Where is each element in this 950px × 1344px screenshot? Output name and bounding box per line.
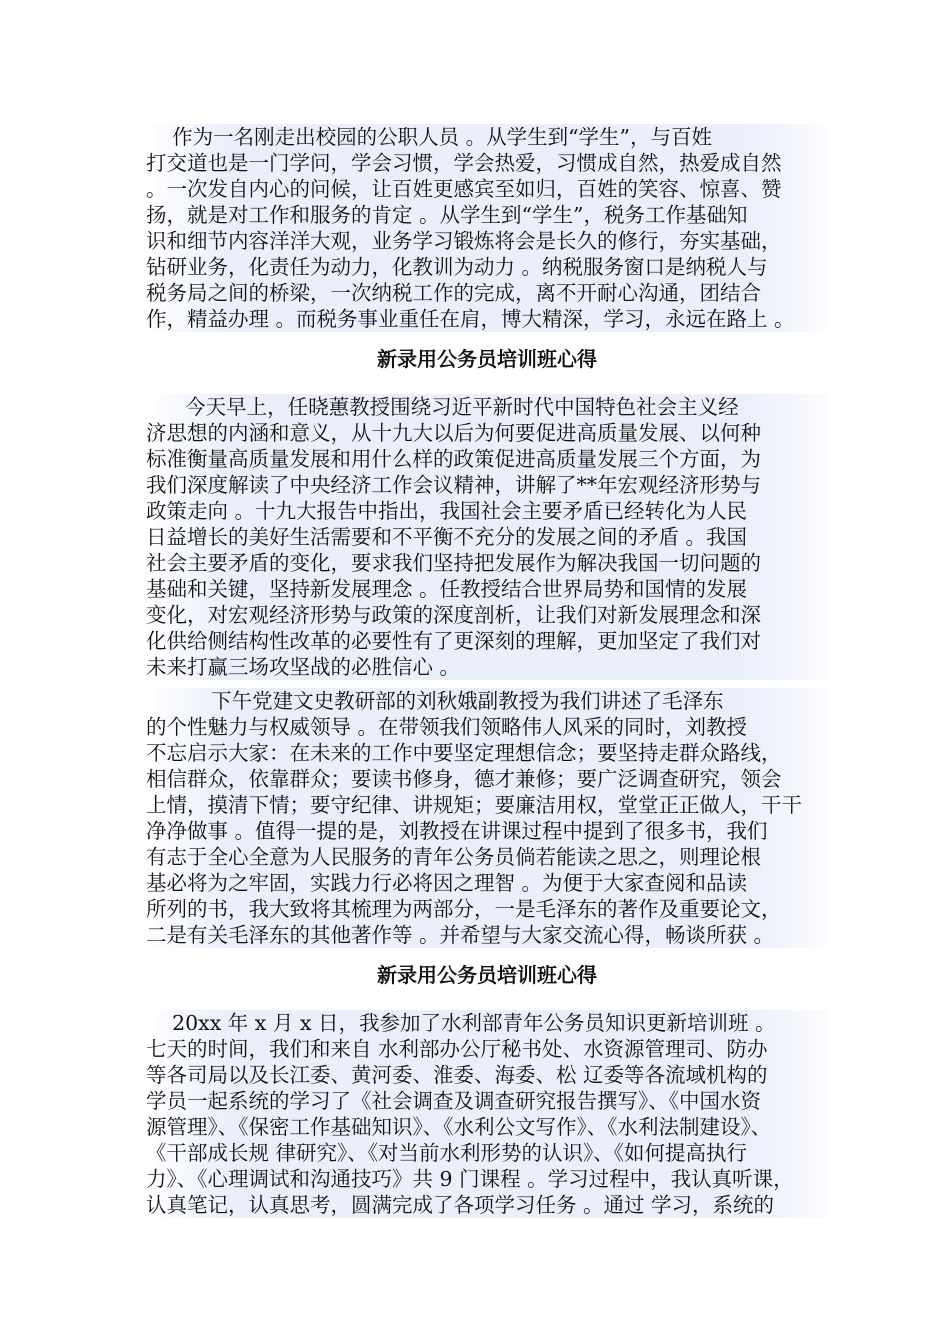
- text-line: 钻研业务，化责任为动力，化教训为动力 。纳税服务窗口是纳税人与: [146, 254, 828, 280]
- text-line: 变化，对宏观经济形势与政策的深度剖析，让我们对新发展理念和深: [146, 602, 828, 628]
- text-line: 日益增长的美好生活需要和不平衡不充分的发展之间的矛盾 。我国: [146, 524, 828, 550]
- text-line: 力》、《心理调试和沟通技巧》共 9 门课程 。学习过程中，我认真听课，: [146, 1166, 828, 1192]
- text-line: 20xx 年 x 月 x 日，我参加了水利部青年公务员知识更新培训班 。: [146, 1010, 828, 1036]
- text-line: 所列的书，我大致将其梳理为两部分，一是毛泽东的著作及重要论文，: [146, 896, 828, 922]
- section-heading: 新录用公务员培训班心得: [377, 963, 597, 987]
- text-line: 政策走向 。十九大报告中指出，我国社会主要矛盾已经转化为人民: [146, 498, 828, 524]
- text-line: 作，精益办理 。而税务事业重任在肩，博大精深，学习，永远在路上 。: [146, 306, 828, 332]
- text-line: 学员一起系统的学习了《社会调查及调查研究报告撰写》、《中国水资: [146, 1088, 828, 1114]
- text-line: 未来打赢三场攻坚战的必胜信心 。: [146, 654, 828, 680]
- text-line: 扬，就是对工作和服务的肯定 。从学生到“学生”，税务工作基础知: [146, 202, 828, 228]
- text-line: 基必将为之牢固，实践力行必将因之理智 。为便于大家查阅和品读: [146, 870, 828, 896]
- text-line: 不忘启示大家：在未来的工作中要坚定理想信念；要坚持走群众路线，: [146, 740, 828, 766]
- text-line: 下午党建文史教研部的刘秋娥副教授为我们讲述了毛泽东: [146, 688, 828, 714]
- text-line: 济思想的内涵和意义，从十九大以后为何要促进高质量发展、以何种: [146, 420, 828, 446]
- text-line: 等各司局以及长江委、黄河委、淮委、海委、松 辽委等各流域机构的: [146, 1062, 828, 1088]
- text-line: 税务局之间的桥梁，一次纳税工作的完成，离不开耐心沟通，团结合: [146, 280, 828, 306]
- text-line: 认真笔记，认真思考，圆满完成了各项学习任务 。通过 学习，系统的: [146, 1192, 828, 1218]
- text-line: 标准衡量高质量发展和用什么样的政策促进高质量发展三个方面，为: [146, 446, 828, 472]
- paragraph-intro: [146, 124, 828, 332]
- text-line: 上情，摸清下情；要守纪律、讲规矩；要廉洁用权，堂堂正正做人，干干: [146, 792, 828, 818]
- text-line: 二是有关毛泽东的其他著作等 。并希望与大家交流心得，畅谈所获 。: [146, 922, 828, 948]
- paragraph-morning-lecture: [146, 394, 828, 680]
- text-line: 识和细节内容洋洋大观，业务学习锻炼将会是长久的修行，夯实基础，: [146, 228, 828, 254]
- text-line: 打交道也是一门学问，学会习惯，学会热爱，习惯成自然，热爱成自然: [146, 150, 828, 176]
- text-line: 的个性魅力与权威领导 。在带领我们领略伟人风采的同时，刘教授: [146, 714, 828, 740]
- text-line: 七天的时间，我们和来自 水利部办公厅秘书处、水资源管理司、防办: [146, 1036, 828, 1062]
- text-line: 我们深度解读了中央经济工作会议精神，讲解了**年宏观经济形势与: [146, 472, 828, 498]
- section-heading: 新录用公务员培训班心得: [377, 347, 597, 371]
- text-line: 。一次发自内心的问候，让百姓更感宾至如归，百姓的笑容、惊喜、赞: [146, 176, 828, 202]
- text-line: 源管理》、《保密工作基础知识》、《水利公文写作》、《水利法制建设》、: [146, 1114, 828, 1140]
- text-line: 今天早上，任晓蕙教授围绕习近平新时代中国特色社会主义经: [146, 394, 828, 420]
- text-line: 《干部成长规 律研究》、《对当前水利形势的认识》、《如何提高执行: [146, 1140, 828, 1166]
- text-line: 净净做事 。值得一提的是，刘教授在讲课过程中提到了很多书，我们: [146, 818, 828, 844]
- text-line: 基础和关键，坚持新发展理念 。任教授结合世界局势和国情的发展: [146, 576, 828, 602]
- text-line: 化供给侧结构性改革的必要性有了更深刻的理解，更加坚定了我们对: [146, 628, 828, 654]
- text-line: 作为一名刚走出校园的公职人员 。从学生到“学生”，与百姓: [146, 124, 828, 150]
- paragraph-training-course: [146, 1010, 828, 1218]
- text-line: 相信群众，依靠群众；要读书修身，德才兼修；要广泛调查研究，领会: [146, 766, 828, 792]
- text-line: 社会主要矛盾的变化，要求我们坚持把发展作为解决我国一切问题的: [146, 550, 828, 576]
- text-line: 有志于全心全意为人民服务的青年公务员倘若能读之思之，则理论根: [146, 844, 828, 870]
- paragraph-afternoon-lecture: [146, 688, 828, 948]
